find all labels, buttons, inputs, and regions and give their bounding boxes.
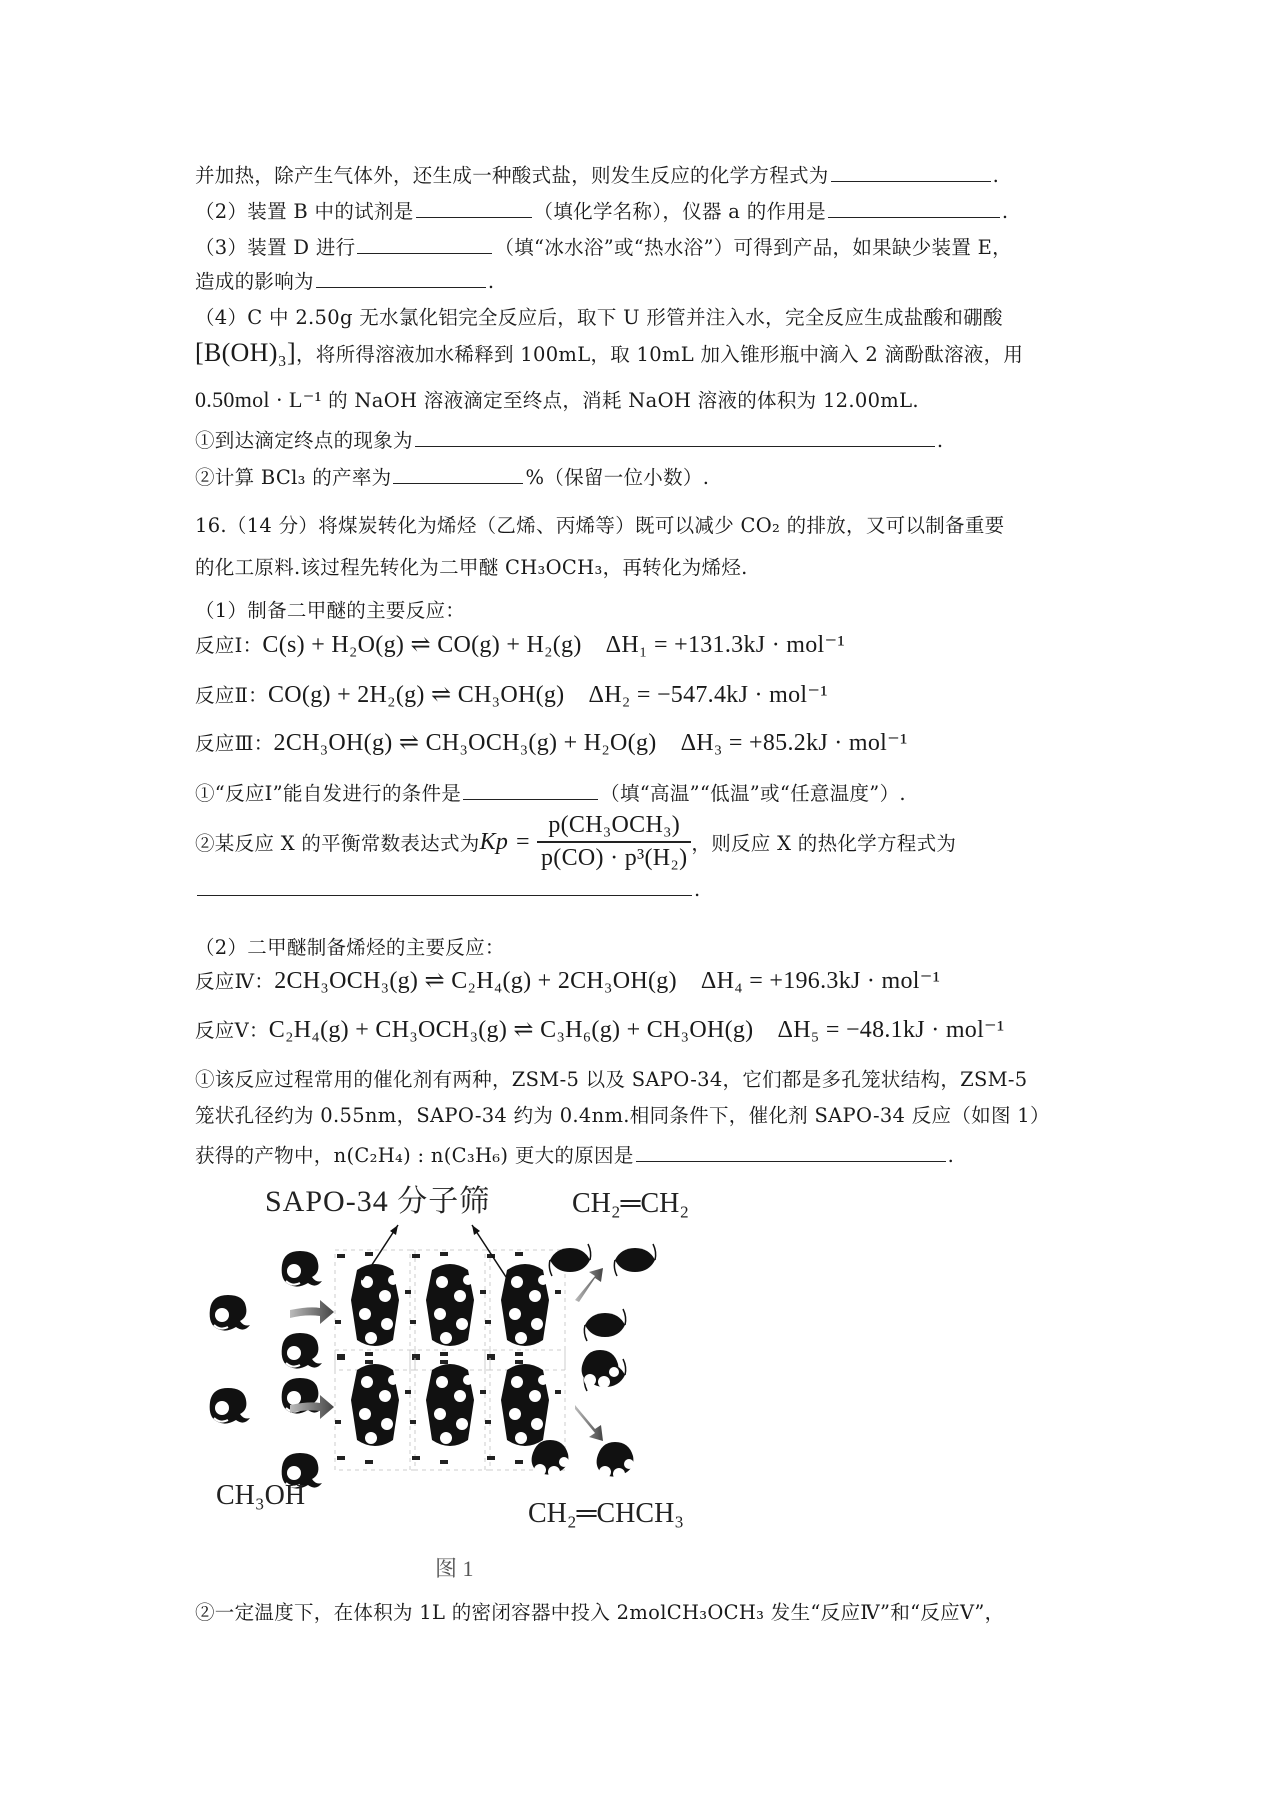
period: .: [694, 878, 701, 901]
kp-symbol: Kp =: [479, 828, 531, 855]
methanol-molecule: [282, 1333, 322, 1369]
enthalpy-value: ΔH₁ = +131.3kJ · mol⁻¹: [605, 632, 845, 658]
period: .: [487, 270, 495, 293]
methanol-molecule: [210, 1388, 250, 1424]
ethylene-molecule: [614, 1244, 655, 1276]
question-text: ②计算 BCl₃ 的产率为: [195, 466, 392, 489]
question-3: [195, 232, 1012, 260]
question-2: [195, 196, 1008, 224]
enthalpy-value: ΔH₅ = −48.1kJ · mol⁻¹: [777, 1017, 1005, 1043]
reaction-equation: C₂H₄(g) + CH₃OCH₃(g) ⇌ C₃H₆(g) + CH₃OH(g): [268, 1017, 754, 1043]
reaction-equation: C(s) + H₂O(g) ⇌ CO(g) + H₂(g): [262, 632, 582, 658]
answer-blank-reagent[interactable]: [416, 216, 532, 218]
period: .: [1001, 200, 1009, 223]
reaction-label: 反应Ⅲ：: [195, 732, 274, 755]
part-1-title: [195, 595, 465, 623]
propylene-molecule: [532, 1440, 569, 1478]
reaction-1: [195, 630, 845, 659]
ethylene-molecule: [549, 1244, 590, 1276]
pointer-line: [472, 1225, 508, 1280]
answer-blank[interactable]: [831, 180, 991, 182]
propylene-label: CH₂═CHCH₃: [528, 1498, 685, 1529]
sieve-cage: [410, 1250, 490, 1370]
methanol-molecule: [210, 1295, 250, 1331]
reaction-3: [195, 728, 908, 757]
enthalpy-value: ΔH₄ = +196.3kJ · mol⁻¹: [700, 968, 941, 994]
flow-arrow-out: [575, 1268, 603, 1302]
text-line-reaction-prompt: [195, 160, 999, 188]
reaction-2: [195, 680, 828, 709]
question-text: 获得的产物中，n(C₂H₄) : n(C₃H₆) 更大的原因是: [195, 1144, 634, 1167]
sieve-cage: [410, 1350, 490, 1470]
question-text: （3）装置 D 进行: [195, 236, 356, 259]
part-2-q1-cont2: [195, 1140, 954, 1168]
sieve-cage: [485, 1250, 565, 1370]
reaction-equation: CO(g) + 2H₂(g) ⇌ CH₃OH(g): [267, 682, 565, 708]
question-3-cont: [195, 266, 494, 294]
question-text: （填“冰水浴”或“热水浴”）可得到产品，如果缺少装置 E，: [494, 236, 1012, 259]
section-heading: （2）二甲醚制备烯烃的主要反应：: [195, 936, 505, 959]
question-text: 并加热，除产生气体外，还生成一种酸式盐，则发生反应的化学方程式为: [195, 164, 829, 187]
ethylene-molecule: [584, 1309, 625, 1341]
question-text: ②某反应 X 的平衡常数表达式为: [195, 832, 480, 855]
reaction-4: [195, 966, 940, 995]
sieve-cage: [335, 1250, 415, 1370]
question-text: %（保留一位小数）.: [525, 466, 710, 489]
question-text: 笼状孔径约为 0.55nm，SAPO-34 约为 0.4nm.相同条件下，催化剂 SAPO-34 反应（如图 1）: [195, 1104, 1050, 1127]
kp-fraction: [537, 812, 691, 872]
question-text: ①“反应Ⅰ”能自发进行的条件是: [195, 782, 462, 805]
answer-blank-thermo-equation[interactable]: [197, 894, 692, 896]
question-text: 的化工原料.该过程先转化为二甲醚 CH₃OCH₃，再转化为烯烃.: [195, 556, 748, 579]
part-2-q1-cont: [195, 1100, 1050, 1128]
sieve-cage: [335, 1350, 415, 1470]
reaction-equation: 2CH₃OH(g) ⇌ CH₃OCH₃(g) + H₂O(g): [273, 730, 657, 756]
answer-blank-effect[interactable]: [316, 286, 486, 288]
answer-blank-endpoint[interactable]: [415, 445, 935, 447]
concentration: 0.50mol · L⁻¹: [195, 387, 322, 412]
kp-numerator: p(CH₃OCH₃): [537, 812, 691, 843]
question-text: ①到达滴定终点的现象为: [195, 429, 413, 452]
answer-blank-reason[interactable]: [636, 1160, 946, 1162]
enthalpy-value: ΔH₃ = +85.2kJ · mol⁻¹: [680, 730, 908, 756]
formula-boric-acid: [B(OH)₃]: [195, 338, 296, 367]
reaction-5: [195, 1015, 1005, 1044]
period: .: [936, 429, 944, 452]
answer-blank-bath[interactable]: [357, 252, 492, 254]
kp-denominator: p(CO) · p³(H₂): [541, 845, 688, 871]
reaction-label: 反应Ⅳ：: [195, 970, 275, 993]
reaction-label: 反应Ⅱ：: [195, 684, 268, 707]
question-text: 16.（14 分）将煤炭转化为烯烃（乙烯、丙烯等）既可以减少 CO₂ 的排放，又可以制备重要: [195, 514, 1005, 537]
question-text: ②一定温度下，在体积为 1L 的密闭容器中投入 2molCH₃OCH₃ 发生“反应Ⅳ”和“反应Ⅴ”，: [195, 1601, 1005, 1624]
sieve-illustration: [200, 1180, 840, 1590]
methanol-label: CH₃OH: [216, 1480, 306, 1511]
question-16: [195, 510, 1004, 538]
reaction-label: 反应Ⅰ：: [195, 634, 263, 657]
part-1-q2-blank: [195, 878, 701, 901]
propylene-molecule: [597, 1442, 634, 1480]
figure-1-sapo34-diagram: [200, 1180, 840, 1590]
question-4: [195, 302, 1003, 330]
answer-blank-instrument-role[interactable]: [828, 216, 1000, 218]
methanol-molecule: [282, 1251, 322, 1287]
question-4-cont2: [195, 385, 919, 413]
question-text: （填化学名称），仪器 a 的作用是: [533, 200, 826, 223]
question-text: （4）C 中 2.50g 无水氯化铝完全反应后，取下 U 形管并注入水，完全反应生成盐酸和硼酸: [195, 306, 1003, 329]
question-text: ，将所得溶液加水稀释到 100mL，取 10mL 加入锥形瓶中滴入 2 滴酚酞溶液，用: [296, 343, 1024, 366]
question-text: ，则反应 X 的热化学方程式为: [691, 832, 957, 855]
reaction-label: 反应Ⅴ：: [195, 1019, 269, 1042]
sieve-label: SAPO-34 分子筛: [265, 1185, 491, 1218]
part-2-title: [195, 932, 505, 960]
ethylene-label: CH₂═CH₂: [572, 1188, 690, 1219]
question-text: ①该反应过程常用的催化剂有两种，ZSM-5 以及 SAPO-34，它们都是多孔笼状结构，ZSM-5: [195, 1068, 1028, 1091]
question-text: （填“高温”“低温”或“任意温度”）.: [600, 782, 906, 805]
figure-caption: 图 1: [435, 1556, 474, 1581]
part-2-q1: [195, 1064, 1028, 1092]
question-text: 造成的影响为: [195, 270, 314, 293]
question-4-cont: [195, 338, 1023, 368]
question-4-1: [195, 425, 943, 453]
question-16-cont: [195, 552, 748, 580]
part-1-q1: [195, 778, 906, 806]
period: .: [947, 1144, 955, 1167]
question-text: （2）装置 B 中的试剂是: [195, 200, 414, 223]
flow-arrow-out: [575, 1405, 603, 1441]
question-4-2: [195, 462, 709, 490]
question-text: 的 NaOH 溶液滴定至终点，消耗 NaOH 溶液的体积为 12.00mL.: [321, 389, 919, 412]
answer-blank-condition[interactable]: [463, 798, 598, 800]
part-2-q2: [195, 1597, 1004, 1625]
answer-blank-yield[interactable]: [393, 482, 523, 484]
part-1-q2: [195, 812, 956, 872]
period: .: [992, 164, 1000, 187]
enthalpy-value: ΔH₂ = −547.4kJ · mol⁻¹: [588, 682, 828, 708]
flow-arrow-in: [290, 1300, 334, 1324]
reaction-equation: 2CH₃OCH₃(g) ⇌ C₂H₄(g) + 2CH₃OH(g): [274, 968, 677, 994]
section-heading: （1）制备二甲醚的主要反应：: [195, 599, 466, 622]
